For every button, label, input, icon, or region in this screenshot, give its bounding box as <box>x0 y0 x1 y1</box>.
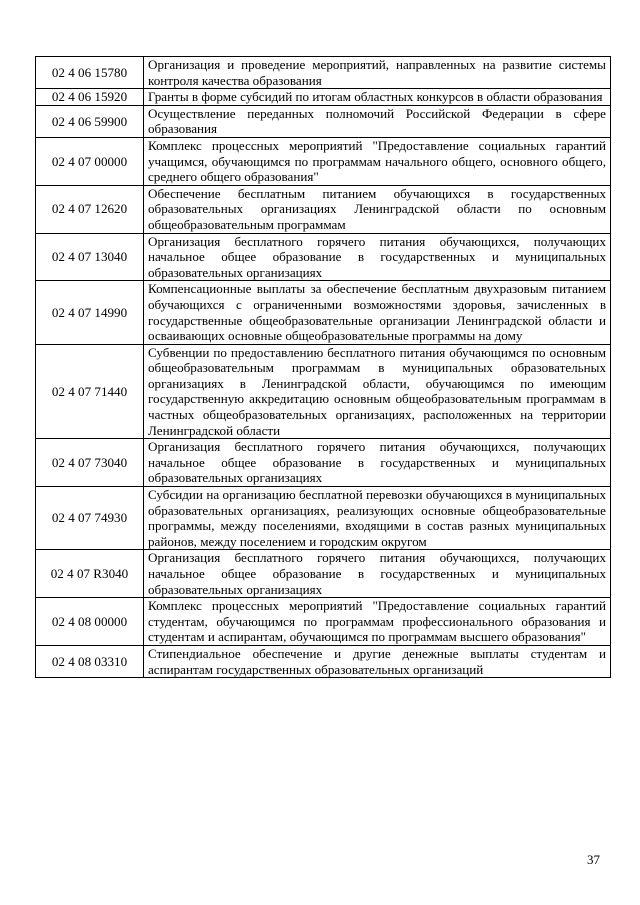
row-description: Субсидии на организацию бесплатной перевозки обучающихся в муниципальных образовательных организациях, реализующих основные общеобразовательные программы, между поселениями, входящими в состав разных муниципальных районов, между поселением и городским округом <box>144 487 611 550</box>
row-code: 02 4 07 73040 <box>36 439 144 487</box>
table-row <box>36 645 611 677</box>
row-code: 02 4 08 03310 <box>36 645 144 677</box>
row-description: Гранты в форме субсидий по итогам областных конкурсов в области образования <box>144 89 611 106</box>
table-row <box>36 137 611 185</box>
row-description: Комплекс процессных мероприятий "Предоставление социальных гарантий учащимся, обучающимся по программам начального общего, основного общего, среднего общего образования" <box>144 137 611 185</box>
budget-classification-table <box>35 56 611 678</box>
row-code: 02 4 07 74930 <box>36 487 144 550</box>
row-code: 02 4 07 14990 <box>36 281 144 344</box>
row-description: Осуществление переданных полномочий Российской Федерации в сфере образования <box>144 105 611 137</box>
table-row <box>36 598 611 646</box>
row-code: 02 4 07 12620 <box>36 185 144 233</box>
row-description: Стипендиальное обеспечение и другие денежные выплаты студентам и аспирантам государственных образовательных организаций <box>144 645 611 677</box>
table-row <box>36 281 611 344</box>
table-row <box>36 439 611 487</box>
page-number: 37 <box>587 852 600 867</box>
table-row <box>36 105 611 137</box>
row-description: Обеспечение бесплатным питанием обучающихся в государственных образовательных организациях Ленинградской области по основным общеобразовательным программам <box>144 185 611 233</box>
table-row <box>36 57 611 89</box>
row-code: 02 4 06 15920 <box>36 89 144 106</box>
row-code: 02 4 08 00000 <box>36 598 144 646</box>
table-row <box>36 89 611 106</box>
table-row <box>36 344 611 439</box>
row-description: Организация и проведение мероприятий, направленных на развитие системы контроля качества образования <box>144 57 611 89</box>
table-row <box>36 233 611 281</box>
row-code: 02 4 07 71440 <box>36 344 144 439</box>
table-body <box>36 57 611 678</box>
row-description: Компенсационные выплаты за обеспечение бесплатным двухразовым питанием обучающихся с ограниченными возможностями здоровья, зачисленных в государственные общеобразовательные организации Ленинградской области и осваивающих основные общеобразовательные программы на дому <box>144 281 611 344</box>
row-description: Организация бесплатного горячего питания обучающихся, получающих начальное общее образование в государственных и муниципальных образовательных организациях <box>144 550 611 598</box>
row-code: 02 4 07 00000 <box>36 137 144 185</box>
table-row <box>36 550 611 598</box>
table-row <box>36 487 611 550</box>
row-description: Организация бесплатного горячего питания обучающихся, получающих начальное общее образование в государственных и муниципальных образовательных организациях <box>144 439 611 487</box>
row-description: Комплекс процессных мероприятий "Предоставление социальных гарантий студентам, обучающимся по программам профессионального образования и студентам и аспирантам, обучающимся по программам высшего образования" <box>144 598 611 646</box>
row-description: Субвенции по предоставлению бесплатного питания обучающимся по основным общеобразовательным программам в муниципальных образовательных организациях в Ленинградской области, обучающимся по имеющим государственную аккредитацию основным общеобразовательным программам в частных общеобразовательных организациях, расположенных на территории Ленинградской области <box>144 344 611 439</box>
row-code: 02 4 06 15780 <box>36 57 144 89</box>
row-code: 02 4 06 59900 <box>36 105 144 137</box>
row-code: 02 4 07 13040 <box>36 233 144 281</box>
row-description: Организация бесплатного горячего питания обучающихся, получающих начальное общее образование в государственных и муниципальных образовательных организациях <box>144 233 611 281</box>
row-code: 02 4 07 R3040 <box>36 550 144 598</box>
table-row <box>36 185 611 233</box>
